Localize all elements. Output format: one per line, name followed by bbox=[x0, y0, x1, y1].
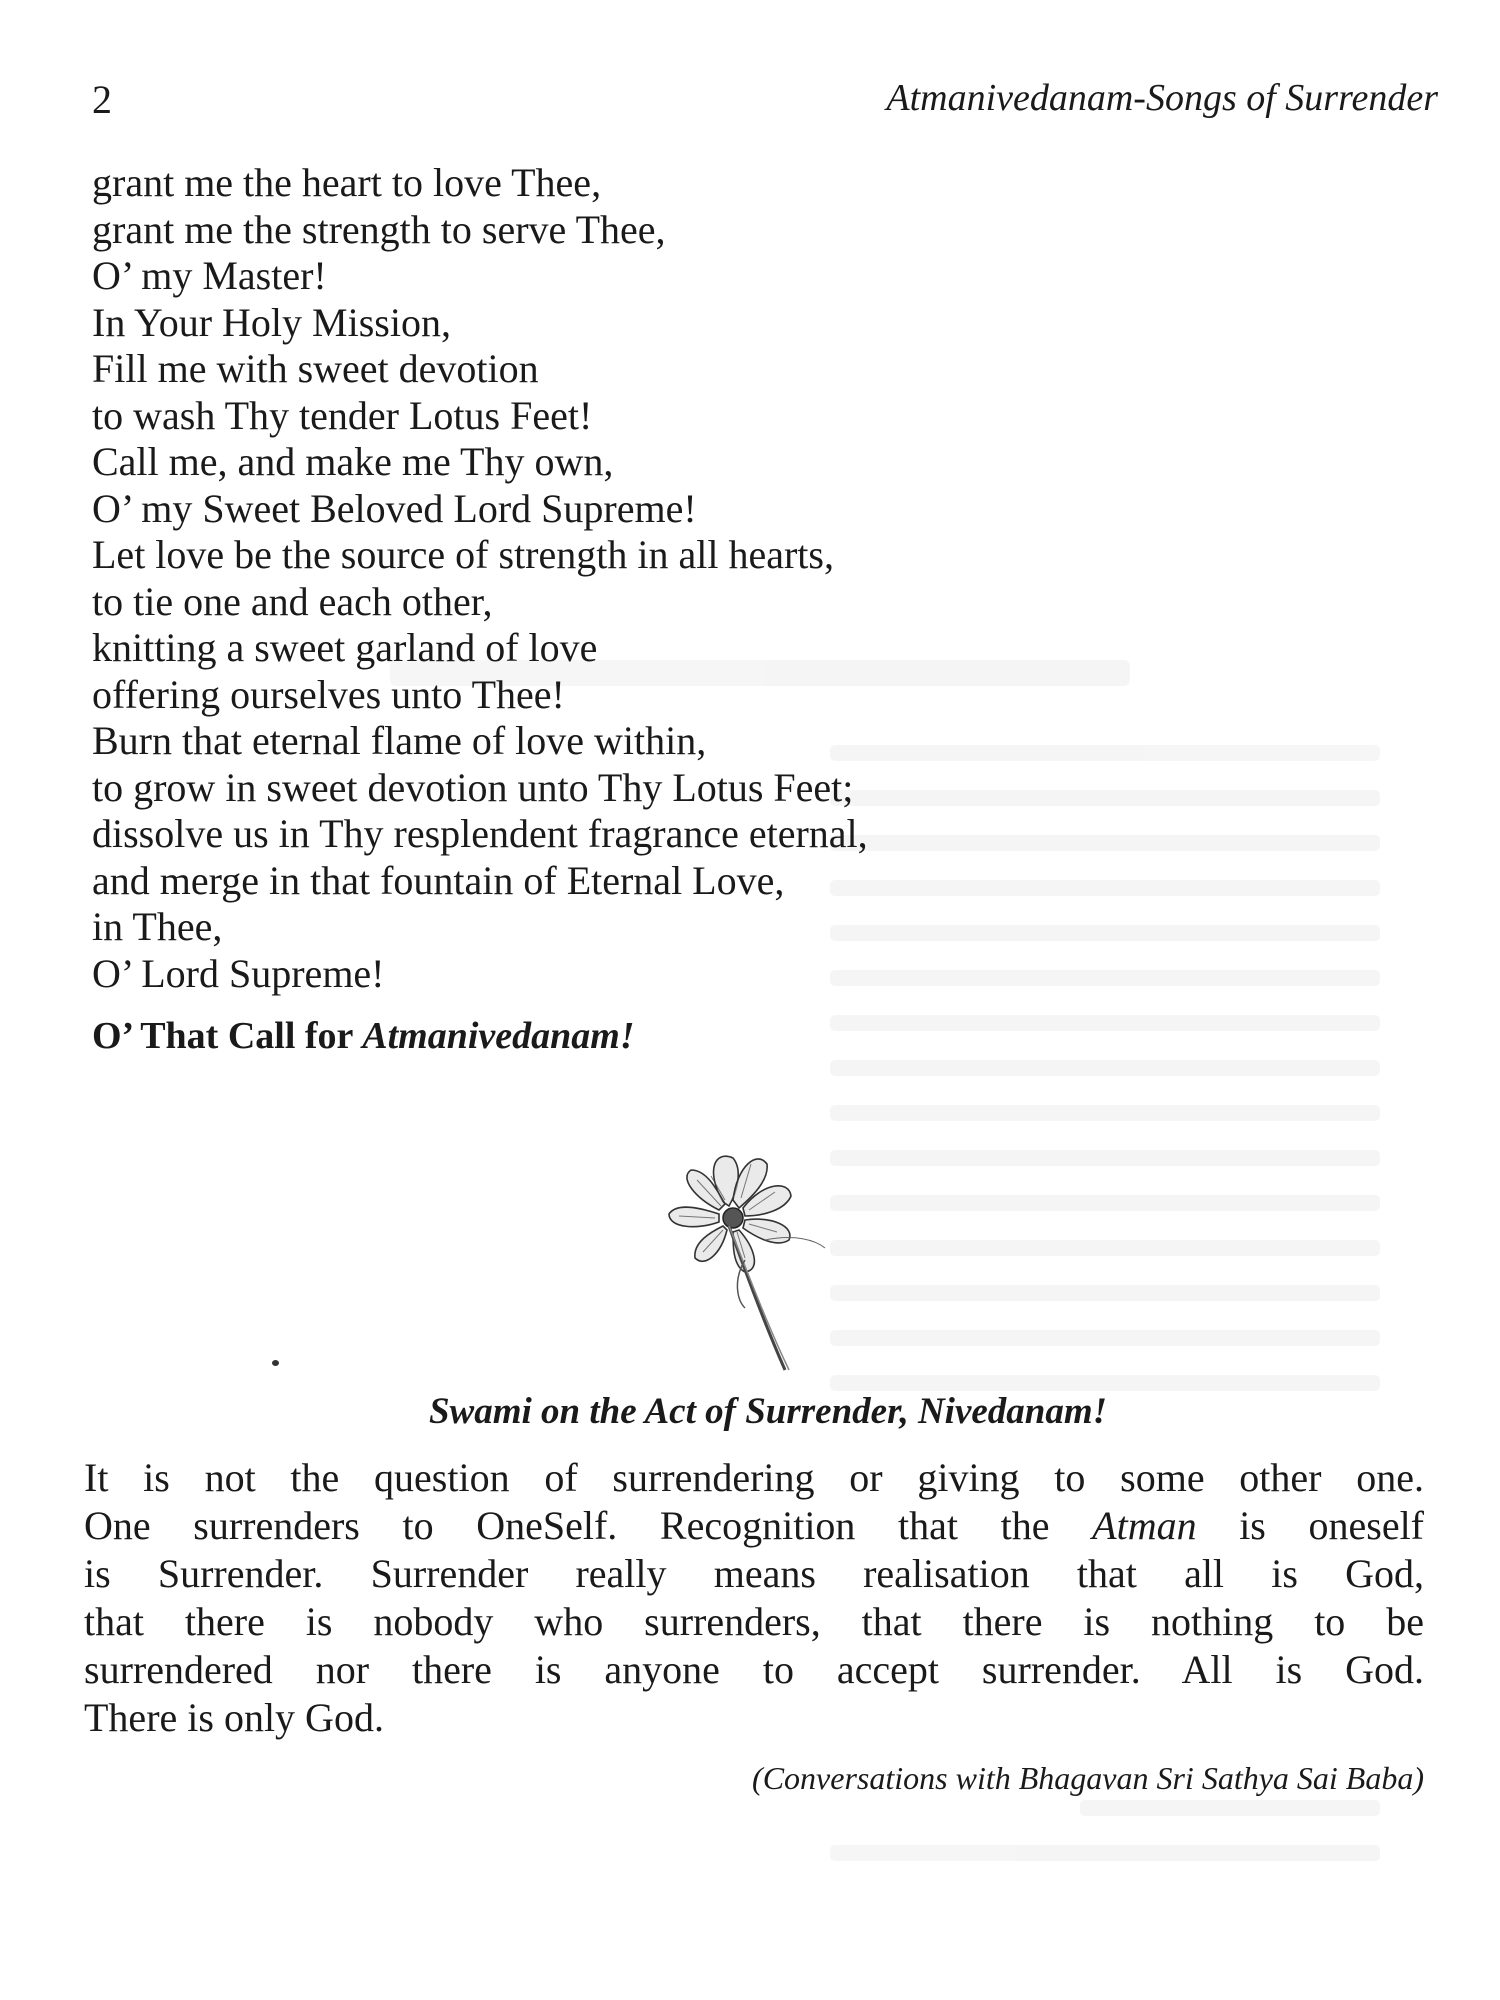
quote-line: is Surrender. Surrender really means realisation that all is God, bbox=[84, 1551, 1424, 1596]
flower-icon bbox=[645, 1130, 875, 1380]
quote-line bbox=[84, 1502, 1424, 1550]
poem-line: Let love be the source of strength in all hearts, bbox=[92, 532, 834, 577]
poem-line: grant me the strength to serve Thee, bbox=[92, 206, 666, 252]
poem-line: to tie one and each other, bbox=[92, 578, 493, 624]
quote-line: It is not the question of surrendering or giving to some other one. bbox=[84, 1455, 1424, 1500]
poem-line: Call me, and make me Thy own, bbox=[92, 439, 614, 484]
poem-line: dissolve us in Thy resplendent fragrance eternal, bbox=[92, 811, 868, 856]
closing-line-emphasis: Atmanivedanam! bbox=[362, 1015, 635, 1057]
running-head-title: Atmanivedanam-Songs of Surrender bbox=[886, 77, 1438, 119]
closing-line-prefix: O’ That Call for bbox=[92, 1015, 363, 1057]
poem-line: grant me the heart to love Thee, bbox=[92, 160, 602, 205]
quote-paragraph bbox=[84, 1454, 1424, 1742]
poem-line: to wash Thy tender Lotus Feet! bbox=[92, 392, 593, 438]
poem-line: Fill me with sweet devotion bbox=[92, 346, 539, 391]
attribution: (Conversations with Bhagavan Sri Sathya Sai Baba) bbox=[752, 1760, 1424, 1796]
page-number: 2 bbox=[92, 77, 112, 122]
poem-line: offering ourselves unto Thee! bbox=[92, 671, 565, 717]
poem-line: O’ my Sweet Beloved Lord Supreme! bbox=[92, 485, 697, 531]
closing-line bbox=[92, 1014, 635, 1058]
quote-text: is oneself bbox=[1196, 1503, 1425, 1548]
section-heading: Swami on the Act of Surrender, Nivedanam! bbox=[428, 1391, 1108, 1432]
poem-line: in Thee, bbox=[92, 904, 223, 949]
poem-line: O’ Lord Supreme! bbox=[92, 950, 385, 996]
poem-line: O’ my Master! bbox=[92, 253, 327, 298]
poem-line: and merge in that fountain of Eternal Love, bbox=[92, 857, 785, 903]
poem-line: to grow in sweet devotion unto Thy Lotus Feet; bbox=[92, 764, 854, 810]
ink-speck bbox=[272, 1360, 279, 1366]
quote-emphasis-atman: Atman bbox=[1092, 1503, 1197, 1548]
poem-line: Burn that eternal flame of love within, bbox=[92, 718, 707, 763]
quote-line: surrendered nor there is anyone to accept surrender. All is God. bbox=[84, 1647, 1424, 1692]
quote-text: One surrenders to OneSelf. Recognition that the bbox=[84, 1503, 1093, 1548]
poem-line: knitting a sweet garland of love bbox=[92, 625, 598, 670]
flower-center bbox=[723, 1208, 743, 1228]
poem-verse bbox=[92, 160, 1392, 997]
quote-line: There is only God. bbox=[84, 1695, 384, 1740]
poem-line: In Your Holy Mission, bbox=[92, 299, 451, 345]
quote-line: that there is nobody who surrenders, that there is nothing to be bbox=[84, 1599, 1424, 1644]
